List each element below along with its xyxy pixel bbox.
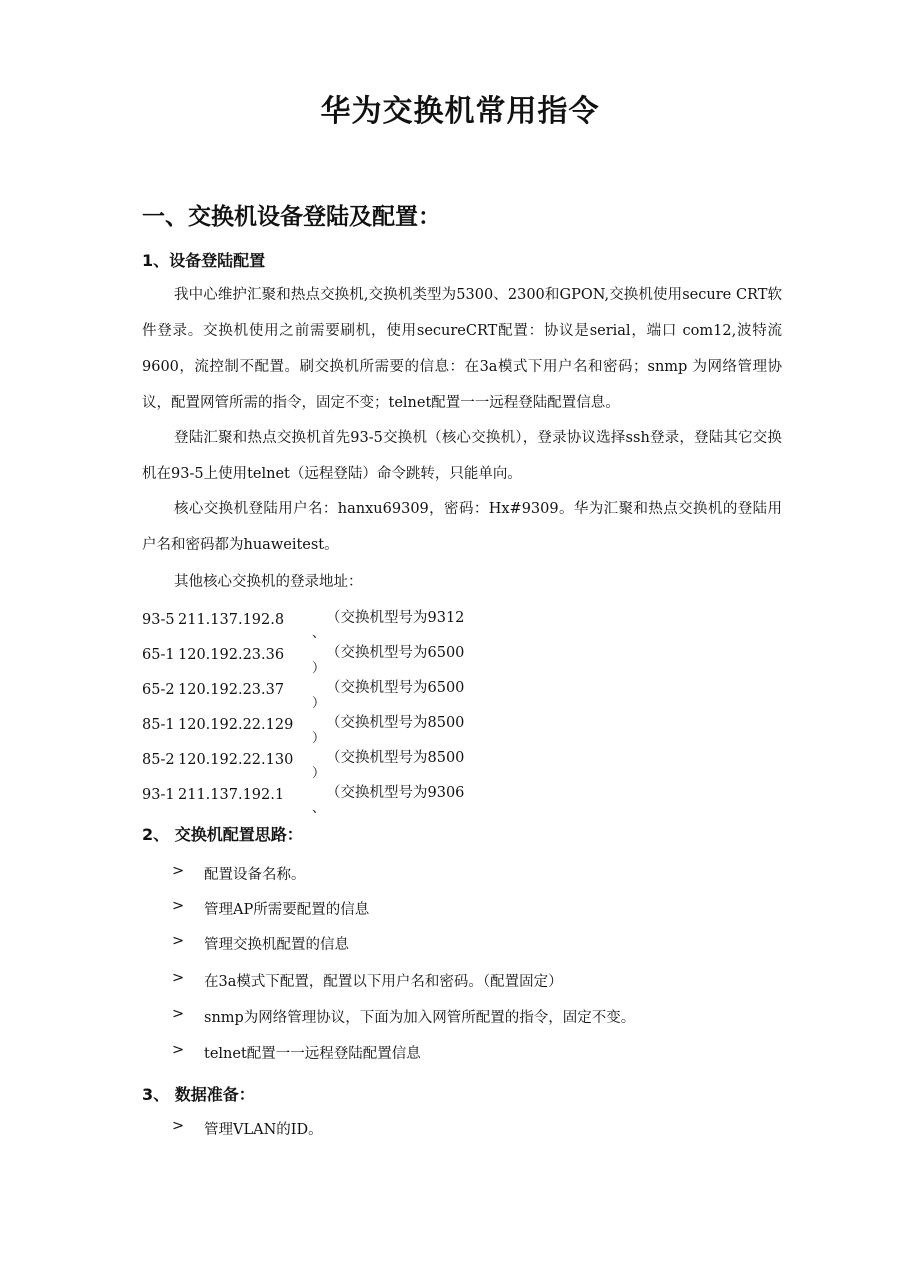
address-row [142,752,502,782]
switch-ip: 211.137.192.8 [178,612,285,628]
address-row [142,682,502,712]
switch-code: 93-5 [142,612,175,628]
bullet-arrow-icon: > [172,1006,185,1022]
address-row [142,612,502,642]
address-row [142,647,502,677]
bullet-arrow-icon: > [172,863,185,879]
switch-model-tail: ） [312,661,326,676]
switch-model: （交换机型号为9306 [326,785,465,801]
list-item-text: 管理VLAN的ID。 [204,1122,323,1138]
subsection-heading-1: 1、设备登陆配置 [142,251,266,270]
switch-code: 65-2 [142,682,175,698]
bullet-arrow-icon: > [172,933,185,949]
switch-ip: 120.192.22.129 [178,717,294,733]
paragraph-login-config: 我中心维护汇聚和热点交换机,交换机类型为5300、2300和GPON,交换机使用secure CRT软件登录。交换机使用之前需要刷机，使用secureCRT配置：协议是serial，端口 com12,波特流9600，流控制不配置。刷交换机所需要的信息：在3a模式下用户名和密码；snmp 为网络管理协议，配置网管所需的指令，固定不变；telnet配置一一远程登陆配置信息。 [142,287,782,411]
bullet-arrow-icon: > [172,898,185,914]
address-row [142,717,502,747]
list-item-text: snmp为网络管理协议，下面为加入网管所配置的指令，固定不变。 [204,1010,636,1026]
switch-model: （交换机型号为6500 [326,645,465,661]
subsection-heading-2: 2、 交换机配置思路： [142,825,303,844]
switch-model: （交换机型号为6500 [326,680,465,696]
document-title: 华为交换机常用指令 [320,94,600,129]
paragraph-credentials: 核心交换机登陆用户名：hanxu69309，密码：Hx#9309。华为汇聚和热点交换机的登陆用户名和密码都为huaweitest。 [142,501,782,553]
bullet-arrow-icon: > [172,1042,185,1058]
bullet-arrow-icon: > [172,970,185,986]
switch-model-tail: ） [312,696,326,711]
switch-ip: 211.137.192.1 [178,787,285,803]
list-item-text: 配置设备名称。 [204,867,306,883]
switch-model-tail: ） [312,731,326,746]
switch-ip: 120.192.22.130 [178,752,294,768]
paragraph-login-method: 登陆汇聚和热点交换机首先93-5交换机（核心交换机），登录协议选择ssh登录，登陆其它交换机在93-5上使用telnet（远程登陆）命令跳转，只能单向。 [142,430,782,482]
switch-model-tail: 、 [312,801,326,816]
bullet-arrow-icon: > [172,1118,185,1134]
switch-model-tail: 、 [312,626,326,641]
switch-code: 65-1 [142,647,175,663]
switch-ip: 120.192.23.36 [178,647,285,663]
switch-model-tail: ） [312,766,326,781]
list-item-text: 管理交换机配置的信息 [204,937,349,953]
switch-model: （交换机型号为9312 [326,610,465,626]
address-row [142,787,502,817]
list-item-text: 管理AP所需要配置的信息 [204,902,370,918]
switch-ip: 120.192.23.37 [178,682,285,698]
switch-code: 85-1 [142,717,175,733]
switch-model: （交换机型号为8500 [326,715,465,731]
list-item-text: 在3a模式下配置，配置以下用户名和密码。（配置固定） [204,974,563,990]
list-item-text: telnet配置一一远程登陆配置信息 [204,1046,421,1062]
switch-code: 93-1 [142,787,175,803]
switch-model: （交换机型号为8500 [326,750,465,766]
switch-code: 85-2 [142,752,175,768]
section-heading-1: 一、交换机设备登陆及配置： [142,204,441,230]
subsection-heading-3: 3、 数据准备： [142,1085,255,1104]
paragraph-address-intro: 其他核心交换机的登录地址： [174,574,363,590]
